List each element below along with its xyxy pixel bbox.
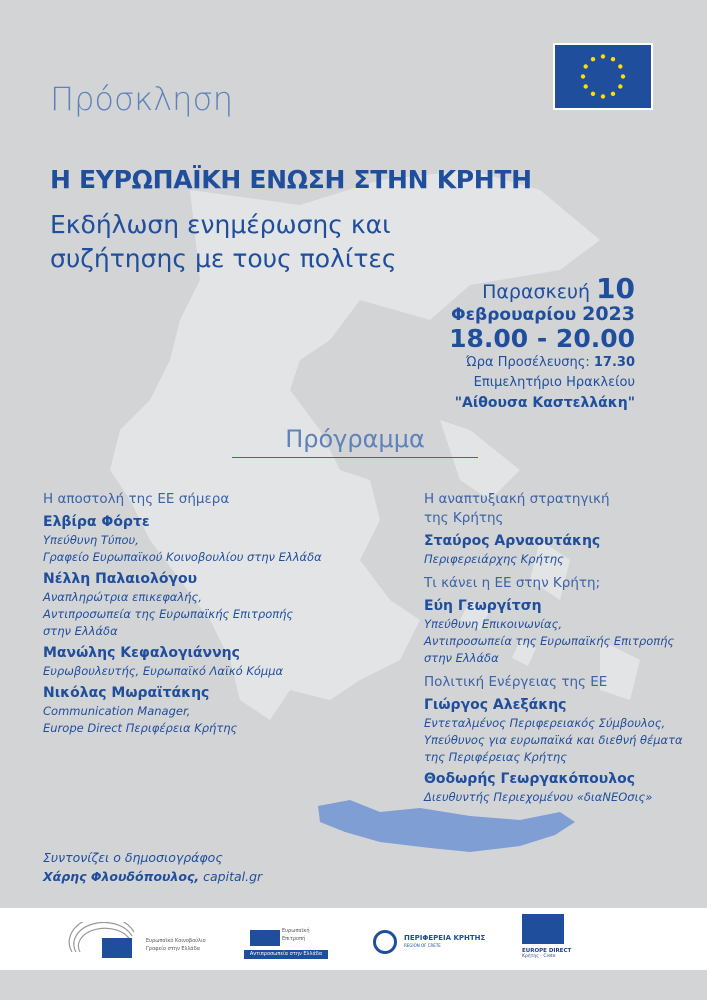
event-subtitle xyxy=(50,208,397,276)
ed-name: EUROPE DIRECT xyxy=(522,948,572,954)
speaker-name: Νικόλας Μωραϊτάκης xyxy=(43,685,210,701)
speaker-name: Μανώλης Κεφαλογιάννης xyxy=(43,645,240,661)
speaker-role: Αντιπροσωπεία της Ευρωπαϊκής Επιτροπής xyxy=(43,607,294,621)
region-name-en: REGION OF CRETE xyxy=(404,943,441,948)
eu-star-icon xyxy=(581,74,585,78)
ep-name: Ευρωπαϊκό Κοινοβούλιο xyxy=(146,938,206,944)
event-time: 18.00 - 20.00 xyxy=(449,324,635,353)
speaker-role: Ευρωβουλευτής, Ευρωπαϊκό Λαϊκό Κόμμα xyxy=(43,664,284,678)
eu-star-icon xyxy=(601,54,605,58)
crete-region-logo xyxy=(373,930,486,954)
event-date: 10 xyxy=(596,272,635,305)
event-year: 2023 xyxy=(582,303,635,325)
eu-star-icon xyxy=(618,84,622,88)
speaker-name: Ελβίρα Φόρτε xyxy=(43,514,150,530)
speaker-role: στην Ελλάδα xyxy=(43,624,118,638)
speaker-name: Νέλλη Παλαιολόγου xyxy=(43,571,198,587)
speaker-role: Υπεύθυνος για ευρωπαϊκά και διεθνή θέματα xyxy=(424,733,683,747)
moderator-outlet: capital.gr xyxy=(203,869,263,884)
eu-flag xyxy=(553,43,653,110)
arrival-label: Ώρα Προσέλευσης: xyxy=(466,355,590,370)
program-heading: Πρόγραμμα xyxy=(232,425,478,458)
arrival-time: 17.30 xyxy=(593,355,635,370)
speaker-role: Αντιπροσωπεία της Ευρωπαϊκής Επιτροπής xyxy=(424,634,675,648)
moderator-label: Συντονίζει ο δημοσιογράφος xyxy=(43,850,223,865)
moderator-name: Χάρης Φλουδόπουλος, xyxy=(43,869,200,884)
section-title: Η αποστολή της ΕΕ σήμερα xyxy=(43,491,230,507)
subtitle-line: Εκδήλωση ενημέρωσης και xyxy=(50,210,391,239)
venue: Επιμελητήριο Ηρακλείου xyxy=(473,375,635,390)
speaker-role: στην Ελλάδα xyxy=(424,651,499,665)
ep-logo xyxy=(68,922,206,966)
speaker-name: Θοδωρής Γεωργακόπουλος xyxy=(424,771,636,787)
program-right xyxy=(424,484,707,806)
section-title: Πολιτική Ενέργειας της ΕΕ xyxy=(424,674,608,690)
eu-star-icon xyxy=(591,57,595,61)
region-name: ΠΕΡΙΦΕΡΕΙΑ ΚΡΗΤΗΣ xyxy=(404,934,486,942)
speaker-name: Σταύρος Αρναουτάκης xyxy=(424,533,601,549)
section-title: Τι κάνει η ΕΕ στην Κρήτη; xyxy=(424,575,601,591)
subtitle-line: συζήτησης με τους πολίτες xyxy=(50,244,397,273)
invitation-label: Πρόσκληση xyxy=(50,80,234,118)
speaker-name: Γιώργος Αλεξάκης xyxy=(424,697,567,713)
speaker-role: Υπεύθυνη Τύπου, xyxy=(43,533,139,547)
speaker-role: Εντεταλμένος Περιφερειακός Σύμβουλος, xyxy=(424,716,666,730)
eu-star-icon xyxy=(583,84,587,88)
ec-name2: Επιτροπή xyxy=(282,936,306,942)
speaker-role: Διευθυντής Περιεχομένου «διαΝΕΟσις» xyxy=(424,790,653,804)
europe-direct-logo xyxy=(522,914,571,959)
ed-region: Κρήτης - Crete xyxy=(522,954,556,959)
speaker-role: Περιφερειάρχης Κρήτης xyxy=(424,552,564,566)
hall: "Αίθουσα Καστελλάκη" xyxy=(454,395,635,411)
speaker-role: Europe Direct Περιφέρεια Κρήτης xyxy=(43,721,238,735)
speaker-role: Υπεύθυνη Επικοινωνίας, xyxy=(424,617,563,631)
eu-star-icon xyxy=(618,64,622,68)
eu-star-icon xyxy=(611,57,615,61)
logo-band xyxy=(0,908,707,970)
ec-representation: Αντιπροσωπεία στην Ελλάδα xyxy=(244,950,328,959)
section-title: της Κρήτης xyxy=(424,510,504,526)
speaker-name: Εύη Γεωργίτση xyxy=(424,598,542,614)
speaker-role: της Περιφέρειας Κρήτης xyxy=(424,750,567,764)
event-title: Η ΕΥΡΩΠΑΪΚΗ ΕΝΩΣΗ ΣΤΗΝ ΚΡΗΤΗ xyxy=(50,165,532,194)
event-month: Φεβρουαρίου xyxy=(451,305,577,325)
eu-star-icon xyxy=(611,92,615,96)
speaker-role: Αναπληρώτρια επικεφαλής, xyxy=(43,590,202,604)
program-left xyxy=(43,484,373,737)
eu-star-icon xyxy=(601,94,605,98)
eu-star-icon xyxy=(583,64,587,68)
speaker-role: Γραφείο Ευρωπαϊκού Κοινοβουλίου στην Ελλάδα xyxy=(43,550,322,564)
speaker-role: Communication Manager, xyxy=(43,704,191,718)
eu-star-icon xyxy=(621,74,625,78)
ec-name: Ευρωπαϊκή xyxy=(282,928,310,934)
eu-star-icon xyxy=(591,92,595,96)
event-info xyxy=(375,272,635,413)
section-title: Η αναπτυξιακή στρατηγική xyxy=(424,491,610,507)
crete-shape xyxy=(318,800,575,852)
ep-office: Γραφείο στην Ελλάδα xyxy=(146,946,201,952)
event-day: Παρασκευή xyxy=(482,281,591,303)
moderator xyxy=(43,848,262,886)
